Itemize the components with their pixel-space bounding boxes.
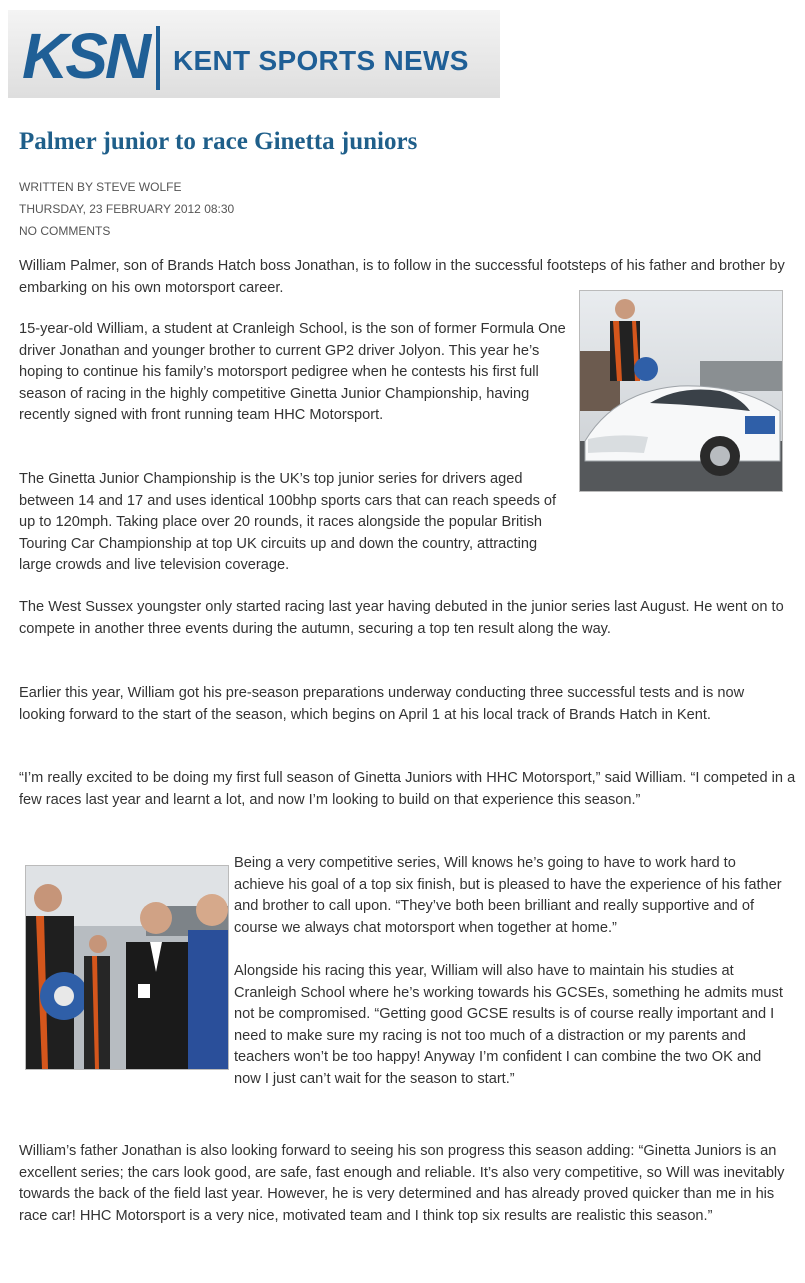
article-title: Palmer junior to race Ginetta juniors (19, 128, 418, 155)
paragraph-6: “I’m really excited to be doing my first full season of Ginetta Juniors with HHC Motorsport,” said William. “I competed in a few races last year and learnt a lot, and now I’m looking to build on that experience this season.” (19, 770, 796, 808)
masthead (8, 10, 500, 98)
byline: WRITTEN BY STEVE WOLFE (19, 180, 182, 194)
ksn-logo[interactable]: KSN (22, 20, 149, 92)
logo-divider (156, 26, 160, 90)
article-meta (19, 176, 234, 242)
car-photo-illustration (580, 291, 782, 491)
paragraph-5: Earlier this year, William got his pre-season preparations underway conducting three successful tests and is now looking forward to the start of the season, which begins on April 1 at his local track of Brands Hatch in Kent. (19, 685, 745, 723)
photo-wrap-spacer (19, 961, 234, 1069)
paragraph-4: The West Sussex youngster only started racing last year having debuted in the junior series last August. He went on to compete in another three events during the autumn, securing a top ten result along the way. (19, 599, 784, 637)
paragraph-1: William Palmer, son of Brands Hatch boss Jonathan, is to follow in the successful footsteps of his father and brother by embarking on his own motorsport career. (19, 258, 785, 296)
paragraph-2: 15-year-old William, a student at Cranleigh School, is the son of former Formula One driver Jonathan and younger brother to current GP2 driver Jolyon. This year he’s hoping to continue his family’s motorsport pedigree when he contests his first full season of racing in the highly competitive Ginetta Junior Championship, having recently signed with front running team HHC Motorsport. (19, 321, 566, 424)
comments-count: NO COMMENTS (19, 224, 111, 238)
paragraph-7: Being a very competitive series, Will knows he’s going to have to work hard to achieve his goal of a top six finish, but is pleased to have the experience of his father and brother to call upon. “They’ve both been brilliant and really supportive and of course we always chat motorsport when together at home.” (234, 855, 782, 936)
publish-date: THURSDAY, 23 FEBRUARY 2012 08:30 (19, 202, 235, 216)
paragraph-8: Alongside his racing this year, William will also have to maintain his studies at Cranleigh School where he’s working towards his GCSEs, something he admits must not be compromised. “Getting good GCSE results is of course really important and I need to make sure my racing is not too much of a distraction or my parents and teachers won’t be too happy! Anyway I’m confident I can combine the two OK and now I just can’t wait for the season to start.” (19, 961, 791, 1111)
paragraph-9: William’s father Jonathan is also looking forward to seeing his son progress this season adding: “Ginetta Juniors is an excellent series; the cars look good, are safe, fast enough and reliable. It’s also very competitive, so Will was inevitably towards the back of the field last year. However, he is very determined and has already proved quicker than me in his race car! HHC Motorsport is a very nice, motivated team and I think top six results are realistic this season.” (19, 1143, 785, 1224)
paragraph-3: The Ginetta Junior Championship is the UK’s top junior series for drivers aged between 14 and 17 and uses identical 100bhp sports cars that can reach speeds of up to 120mph. Taking place over 20 rounds, it races alongside the popular British Touring Car Championship at top UK circuits up and down the country, attracting large crowds and live television coverage. (19, 471, 557, 574)
publication-name: KENT SPORTS NEWS (173, 45, 469, 76)
car-photo (579, 290, 783, 492)
